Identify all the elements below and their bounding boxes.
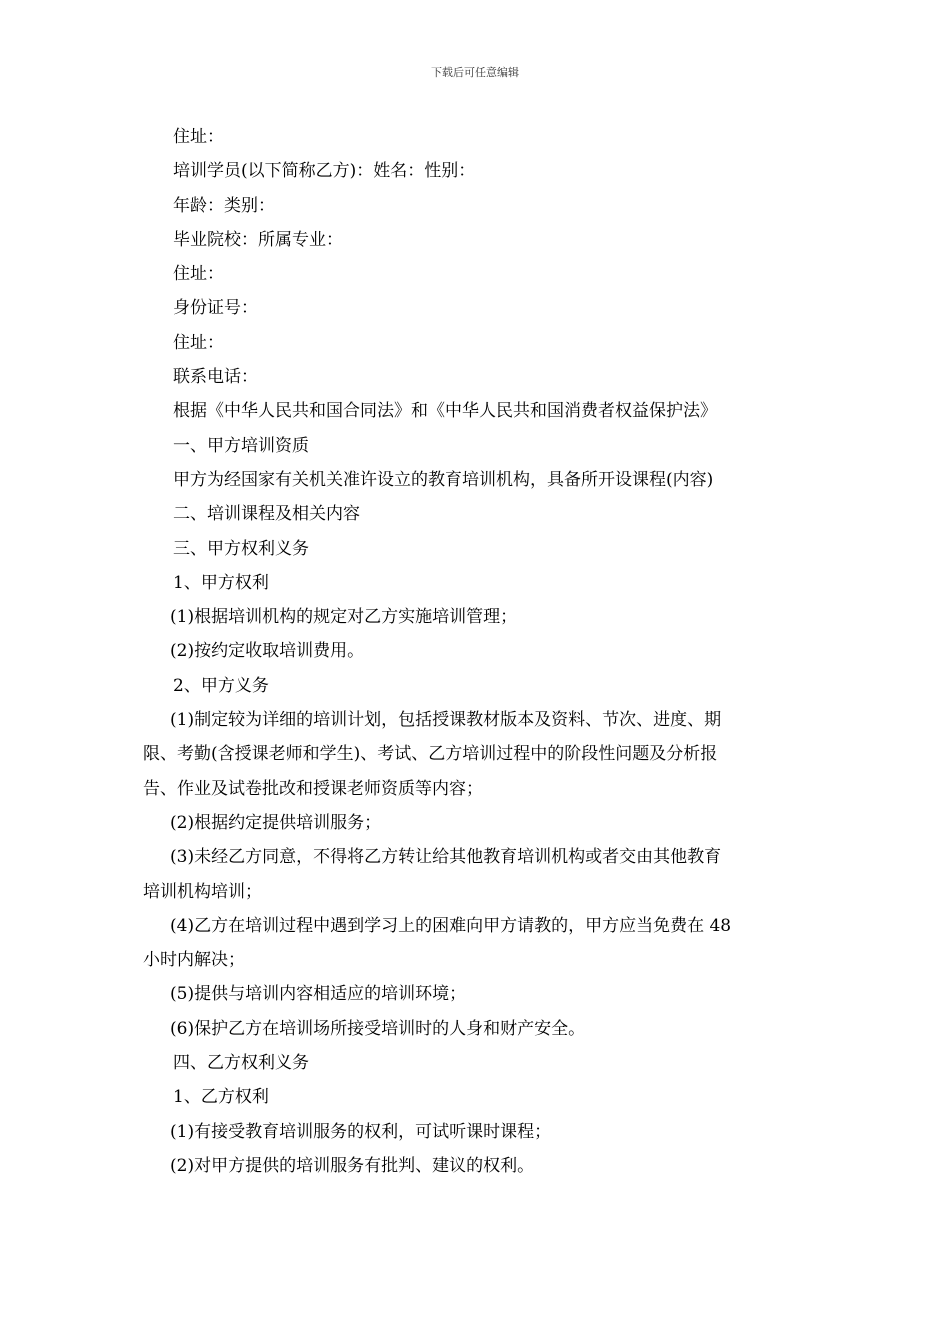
page-header: 下载后可任意编辑 [431,66,519,79]
text-line: 身份证号： [173,298,258,319]
list-item: (6)保护乙方在培训场所接受培训时的人身和财产安全。 [170,1018,586,1039]
text-line: 联系电话： [173,367,258,388]
subsection-heading: 1、乙方权利 [173,1087,269,1108]
section-heading: 二、培训课程及相关内容 [173,504,360,525]
subsection-heading: 2、甲方义务 [173,675,269,696]
list-item: (3)未经乙方同意，不得将乙方转让给其他教育培训机构或者交由其他教育 [170,847,722,868]
text-line: 住址： [173,332,224,353]
list-item: (2)根据约定提供培训服务； [170,812,382,833]
text-line: 培训学员(以下简称乙方)：姓名：性别： [173,161,476,182]
section-heading: 一、甲方培训资质 [173,435,309,456]
text-line: 年龄：类别： [173,195,275,216]
list-item: (1)根据培训机构的规定对乙方实施培训管理； [170,607,518,628]
list-item: (4)乙方在培训过程中遇到学习上的困难向甲方请教的，甲方应当免费在 48 [170,915,732,936]
document-body [143,120,813,1183]
list-item-continuation: 小时内解决； [143,950,245,971]
text-line: 住址： [173,127,224,147]
list-item-continuation: 培训机构培训； [143,881,262,902]
list-item: (2)按约定收取培训费用。 [170,641,365,662]
text-line: 甲方为经国家有关机关准许设立的教育培训机构，具备所开设课程(内容) [173,469,714,490]
list-item-continuation: 限、考勤(含授课老师和学生)、考试、乙方培训过程中的阶段性问题及分析报 [143,744,718,765]
text-line: 住址： [173,264,224,285]
list-item: (1)制定较为详细的培训计划，包括授课教材版本及资料、节次、进度、期 [170,710,722,731]
list-item: (2)对甲方提供的培训服务有批判、建议的权利。 [170,1155,535,1176]
list-item-continuation: 告、作业及试卷批改和授课老师资质等内容； [143,778,483,799]
section-heading: 三、甲方权利义务 [173,538,309,559]
list-item: (1)有接受教育培训服务的权利，可试听课时课程； [170,1121,552,1142]
section-heading: 四、乙方权利义务 [173,1053,309,1074]
text-line: 毕业院校：所属专业： [173,229,343,250]
list-item: (5)提供与培训内容相适应的培训环境； [170,984,467,1005]
text-line: 根据《中华人民共和国合同法》和《中华人民共和国消费者权益保护法》 [173,401,717,422]
subsection-heading: 1、甲方权利 [173,572,269,593]
